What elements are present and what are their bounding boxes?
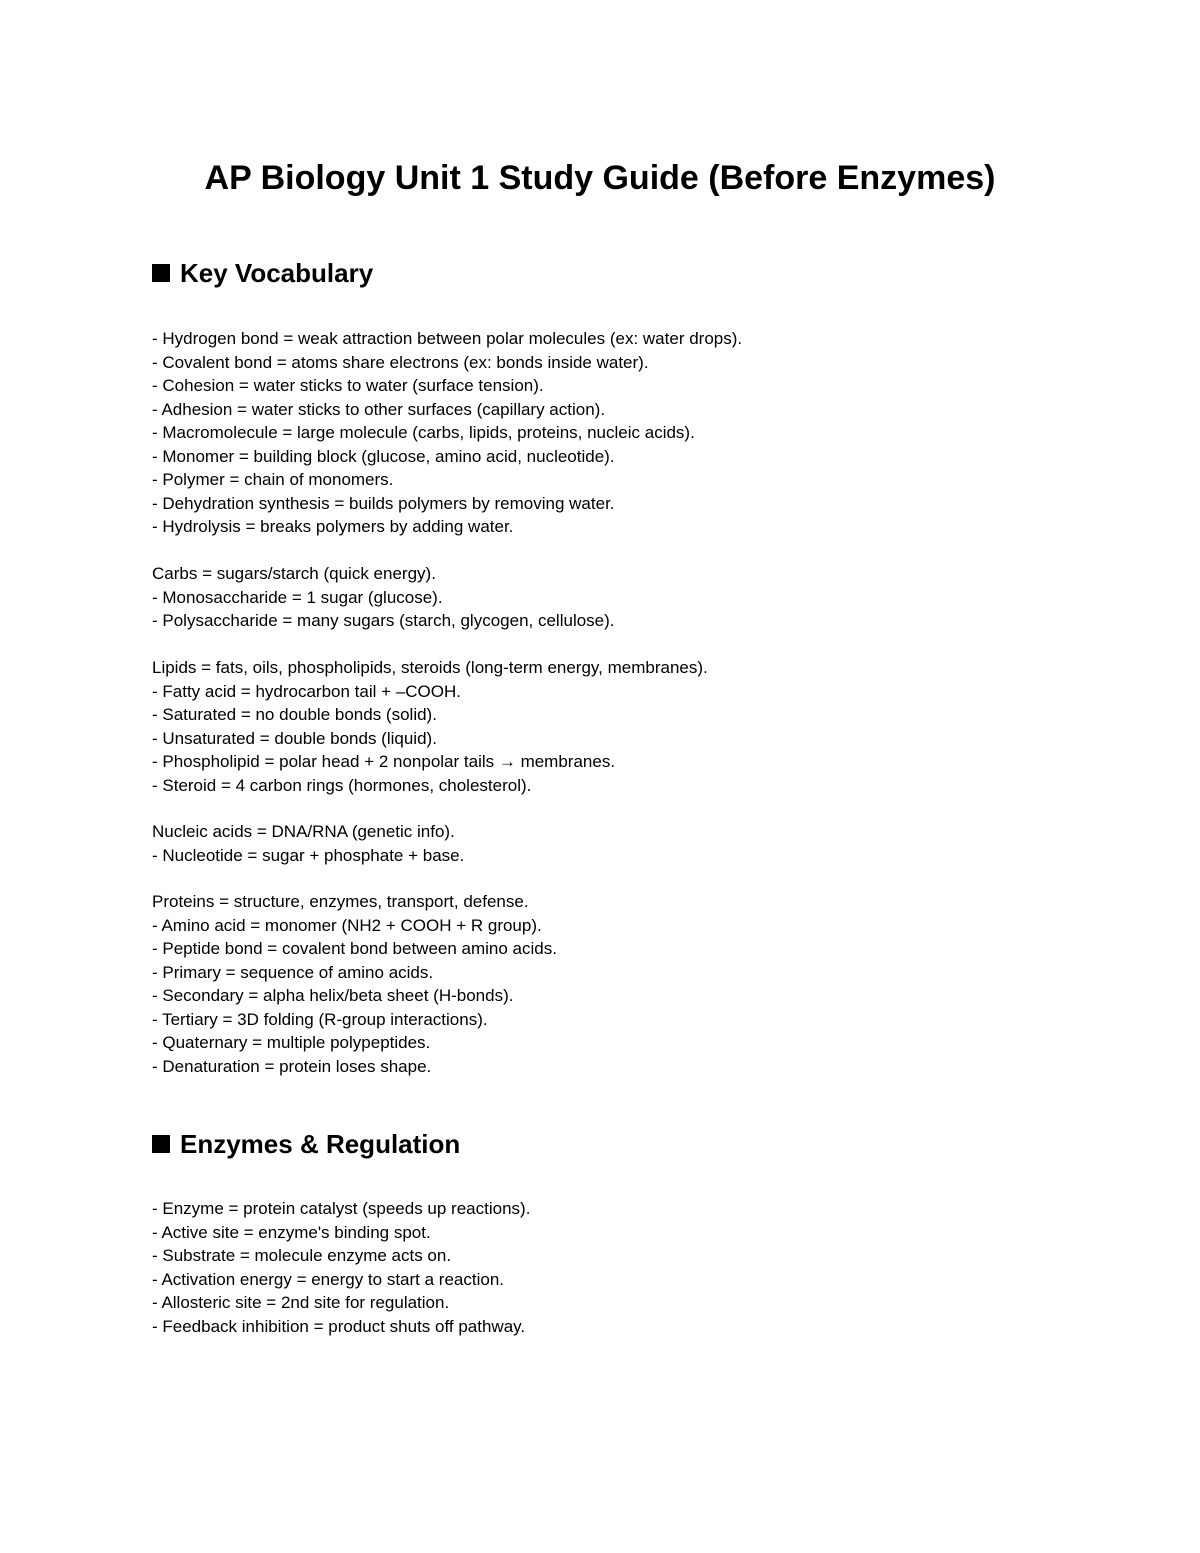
list-item: - Cohesion = water sticks to water (surface tension). [152,376,544,395]
list-item: - Peptide bond = covalent bond between amino acids. [152,939,557,958]
enzymes-list [152,1197,530,1338]
list-item: - Enzyme = protein catalyst (speeds up reactions). [152,1199,531,1218]
list-item: - Tertiary = 3D folding (R-group interactions). [152,1009,488,1029]
list-item: - Amino acid = monomer (NH2 + COOH + R group). [152,915,542,935]
section-heading-label: Enzymes & Regulation [180,1129,461,1159]
list-item: - Phospholipid = polar head + 2 nonpolar tails → membranes. [152,752,616,771]
list-item: - Allosteric site = 2nd site for regulation. [152,1293,450,1312]
vocabulary-lipids-list [152,656,708,797]
section-heading-enzymes [152,1128,460,1160]
list-item: - Secondary = alpha helix/beta sheet (H-bonds). [152,986,514,1005]
vocabulary-proteins-list [152,890,557,1078]
square-bullet-icon [152,1135,170,1153]
section-heading-label: Key Vocabulary [180,258,374,288]
list-item: - Monosaccharide = 1 sugar (glucose). [152,587,443,607]
list-item: - Unsaturated = double bonds (liquid). [152,728,437,748]
list-item: Lipids = fats, oils, phospholipids, steroids (long-term energy, membranes). [152,658,708,677]
list-item: - Activation energy = energy to start a reaction. [152,1269,504,1289]
list-item: - Polysaccharide = many sugars (starch, glycogen, cellulose). [152,611,615,630]
list-item: - Substrate = molecule enzyme acts on. [152,1246,452,1265]
list-item: Carbs = sugars/starch (quick energy). [152,564,436,583]
list-item: Proteins = structure, enzymes, transport, defense. [152,892,529,911]
list-item: - Primary = sequence of amino acids. [152,962,434,982]
list-item: - Adhesion = water sticks to other surfaces (capillary action). [152,399,606,419]
document-title: AP Biology Unit 1 Study Guide (Before Enzymes) [204,159,996,197]
vocabulary-general-list [152,327,742,539]
list-item: Nucleic acids = DNA/RNA (genetic info). [152,822,455,841]
list-item: - Hydrogen bond = weak attraction between polar molecules (ex: water drops). [152,329,743,348]
vocabulary-nucleic-acids-list [152,820,464,867]
list-item: - Dehydration synthesis = builds polymers by removing water. [152,493,615,513]
list-item: - Steroid = 4 carbon rings (hormones, cholesterol). [152,775,532,795]
list-item: - Covalent bond = atoms share electrons (ex: bonds inside water). [152,352,649,372]
list-item: - Active site = enzyme's binding spot. [152,1222,431,1242]
list-item: - Polymer = chain of monomers. [152,470,394,489]
vocabulary-carbs-list [152,562,615,633]
list-item: - Fatty acid = hydrocarbon tail + –COOH. [152,681,461,701]
list-item: - Macromolecule = large molecule (carbs, lipids, proteins, nucleic acids). [152,423,695,442]
square-bullet-icon [152,264,170,282]
list-item: - Hydrolysis = breaks polymers by adding water. [152,517,514,536]
list-item: - Nucleotide = sugar + phosphate + base. [152,845,465,865]
section-heading-vocabulary [152,257,373,289]
list-item: - Saturated = no double bonds (solid). [152,705,437,724]
list-item: - Monomer = building block (glucose, amino acid, nucleotide). [152,446,615,466]
list-item: - Quaternary = multiple polypeptides. [152,1033,431,1052]
list-item: - Denaturation = protein loses shape. [152,1056,432,1076]
list-item: - Feedback inhibition = product shuts off pathway. [152,1316,526,1336]
